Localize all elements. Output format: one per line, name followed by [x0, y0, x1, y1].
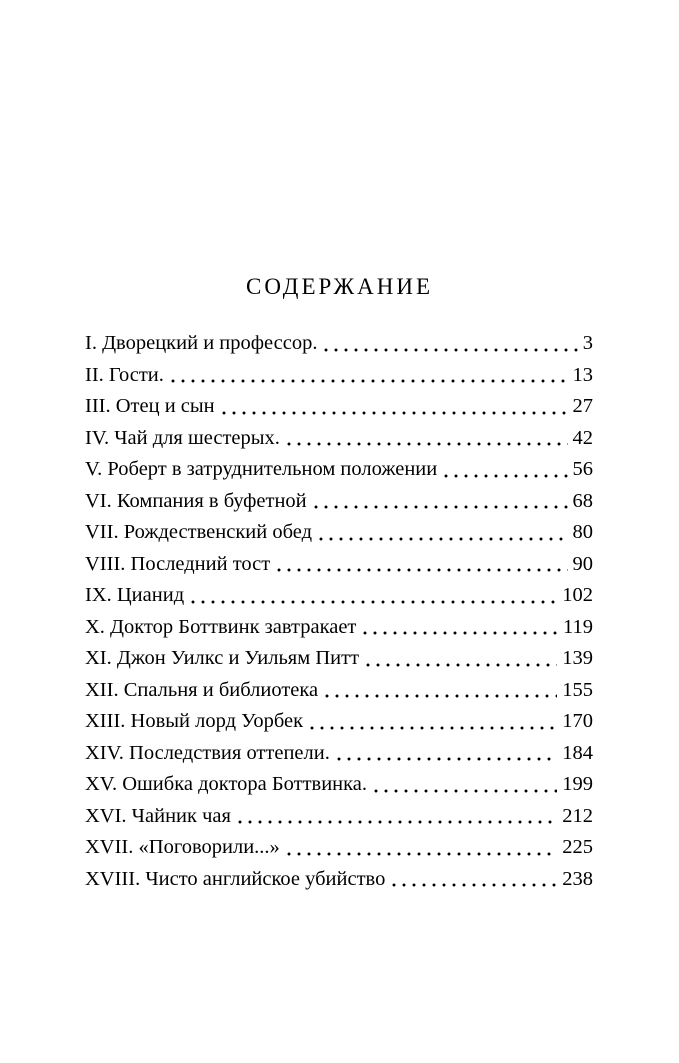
dot-leader: [235, 801, 557, 833]
toc-entry-page: 3: [582, 332, 593, 354]
toc-entry: [85, 360, 593, 392]
toc-entry-page: 199: [562, 773, 593, 795]
toc-entry-page: 68: [572, 489, 593, 512]
toc-entry-label: IX. Цианид: [85, 584, 185, 606]
dot-leader: [307, 706, 557, 738]
toc-entry-page: 170: [562, 710, 593, 732]
toc-entry-page: 155: [562, 678, 593, 701]
toc-entry-page: 119: [563, 615, 593, 638]
toc-entry: [85, 391, 593, 423]
dot-leader: [322, 675, 557, 707]
toc-entry-label: V. Роберт в затруднительном положении: [85, 458, 438, 480]
dot-leader: [363, 643, 557, 675]
toc-entry-page: 27: [572, 395, 593, 417]
dot-leader: [389, 864, 557, 896]
toc-entry-page: 184: [562, 741, 593, 764]
dot-leader: [441, 454, 567, 486]
dot-leader: [219, 391, 568, 423]
toc-entry-label: XVII. «Поговорили...»: [85, 836, 280, 858]
toc-entry-page: 56: [572, 458, 593, 480]
toc-entry-page: 102: [562, 584, 593, 606]
toc-entry: [85, 486, 593, 518]
toc-entry: [85, 423, 593, 455]
dot-leader: [168, 360, 568, 392]
dot-leader: [371, 769, 557, 801]
toc-entry-label: VI. Компания в буфетной: [85, 489, 307, 512]
dot-leader: [284, 423, 568, 455]
dot-leader: [321, 328, 577, 360]
dot-leader: [311, 486, 568, 518]
toc-entry-label: XVI. Чайник чая: [85, 804, 231, 827]
toc-entry-label: X. Доктор Боттвинк завтракает: [85, 615, 357, 638]
toc-entry: [85, 706, 593, 738]
toc-entry: [85, 832, 593, 864]
toc-entry: [85, 454, 593, 486]
toc-entry-page: 212: [562, 804, 593, 827]
toc-list: [85, 328, 593, 895]
toc-entry-label: VIII. Последний тост: [85, 552, 271, 575]
toc-entry-label: XII. Спальня и библиотека: [85, 678, 319, 701]
toc-entry-label: XI. Джон Уилкс и Уильям Питт: [85, 647, 360, 669]
toc-entry-page: 13: [572, 363, 593, 386]
dot-leader: [360, 612, 558, 644]
toc-entry: [85, 643, 593, 675]
toc-title: СОДЕРЖАНИЕ: [245, 274, 433, 299]
toc-entry-page: 139: [562, 647, 593, 669]
toc-entry: [85, 580, 593, 612]
toc-entry-page: 225: [562, 836, 593, 858]
toc-entry-label: VII. Рождественский обед: [85, 521, 313, 543]
toc-entry-label: XIII. Новый лорд Уорбек: [85, 710, 304, 732]
toc-entry-label: XIV. Последствия оттепели.: [85, 741, 330, 764]
toc-entry: [85, 517, 593, 549]
dot-leader: [188, 580, 557, 612]
toc-entry: [85, 738, 593, 770]
toc-entry: [85, 675, 593, 707]
toc-entry-label: III. Отец и сын: [85, 395, 215, 417]
dot-leader: [284, 832, 557, 864]
dot-leader: [316, 517, 567, 549]
toc-entry: [85, 549, 593, 581]
toc-entry-label: XV. Ошибка доктора Боттвинка.: [85, 773, 368, 795]
toc-entry-label: IV. Чай для шестерых.: [85, 426, 280, 449]
toc-entry-page: 42: [572, 426, 593, 449]
toc-entry-page: 238: [562, 867, 593, 890]
toc-entry: [85, 328, 593, 360]
dot-leader: [274, 549, 567, 581]
toc-entry-label: XVIII. Чисто английское убийство: [85, 867, 386, 890]
toc-entry: [85, 864, 593, 896]
toc-entry-label: II. Гости.: [85, 363, 164, 386]
toc-entry-page: 90: [572, 552, 593, 575]
toc-entry: [85, 612, 593, 644]
dot-leader: [334, 738, 557, 770]
toc-entry-page: 80: [572, 521, 593, 543]
toc-entry-label: I. Дворецкий и профессор.: [85, 332, 318, 354]
toc-entry: [85, 769, 593, 801]
toc-entry: [85, 801, 593, 833]
